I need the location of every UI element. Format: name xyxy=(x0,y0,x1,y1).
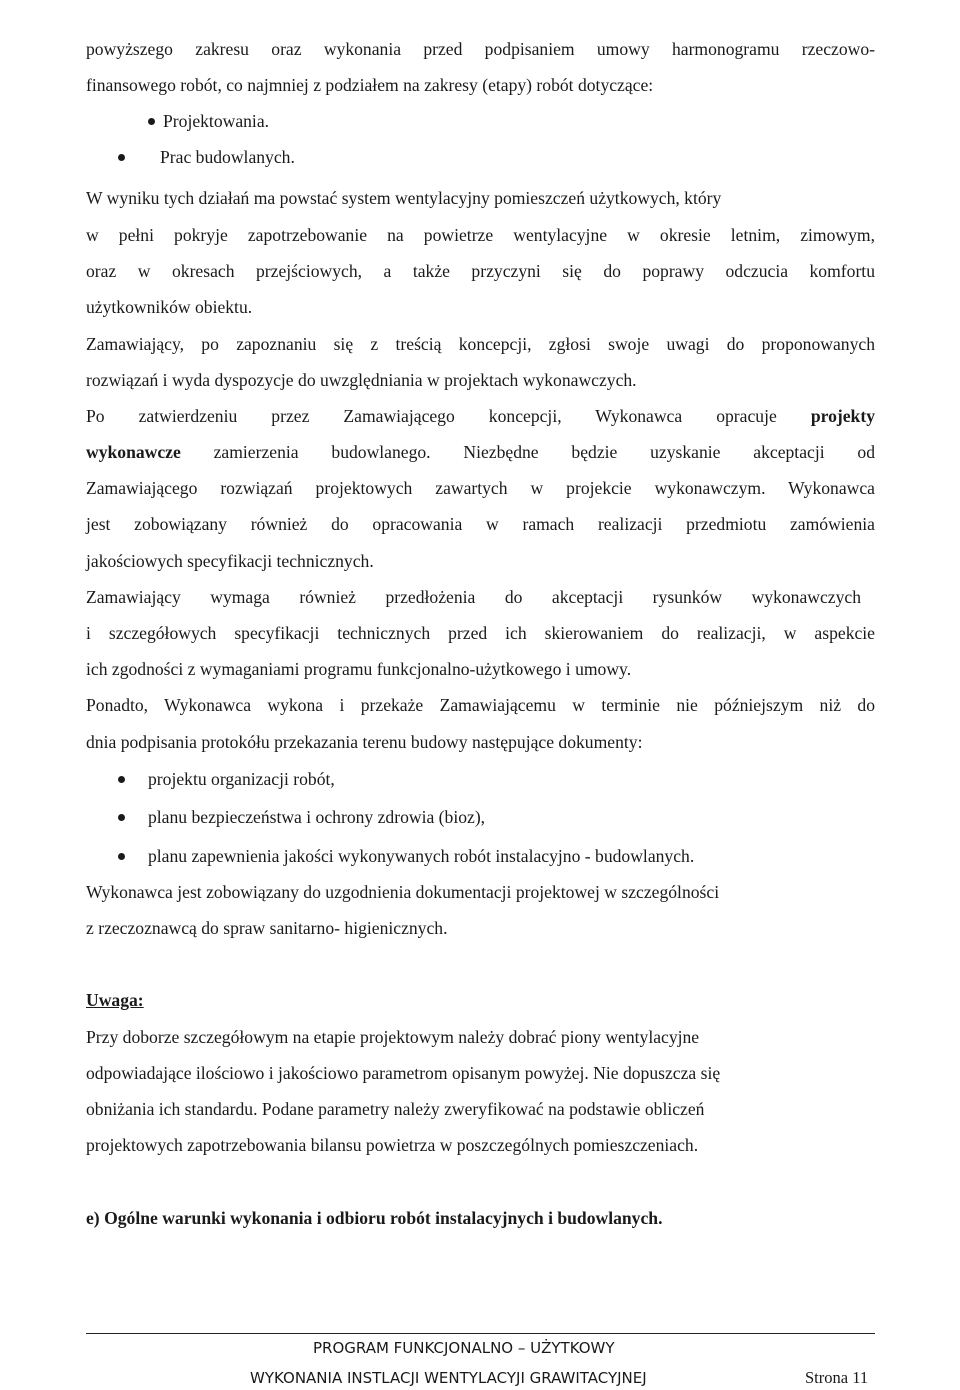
bullet-text: Prac budowlanych. xyxy=(160,147,295,167)
bullet-icon xyxy=(148,118,155,125)
text-line: ich zgodności z wymaganiami programu funkcjonalno-użytkowego i umowy. xyxy=(86,659,632,679)
text-line: Zamawiającego rozwiązań projektowych zawartych w projekcie wykonawczym. Wykonawca xyxy=(86,478,875,498)
text-line xyxy=(86,441,875,463)
bullet-icon xyxy=(118,853,125,860)
text-line: obniżania ich standardu. Podane parametry należy zweryfikować na podstawie obliczeń xyxy=(86,1099,705,1119)
bold-text: projekty xyxy=(810,406,875,426)
text-line: W wyniku tych działań ma powstać system wentylacyjny pomieszczeń użytkowych, który xyxy=(86,188,722,208)
text-line: rozwiązań i wyda dyspozycje do uwzględniania w projektach wykonawczych. xyxy=(86,370,637,390)
bullet-text: Projektowania. xyxy=(163,111,270,131)
text-line: Ponadto, Wykonawca wykona i przekaże Zamawiającemu w terminie nie późniejszym niż do xyxy=(86,695,875,715)
text-line: dnia podpisania protokółu przekazania terenu budowy następujące dokumenty: xyxy=(86,732,643,752)
text-line: użytkowników obiektu. xyxy=(86,297,253,317)
text-line: odpowiadające ilościowo i jakościowo parametrom opisanym powyżej. Nie dopuszcza się xyxy=(86,1063,721,1083)
text-line: oraz w okresach przejściowych, a także przyczyni się do poprawy odczucia komfortu xyxy=(86,261,875,281)
bullet-text: projektu organizacji robót, xyxy=(148,769,335,789)
text-span: Po zatwierdzeniu przez Zamawiającego koncepcji, Wykonawca opracuje xyxy=(86,406,811,426)
text-line: powyższego zakresu oraz wykonania przed podpisaniem umowy harmonogramu rzeczowo- xyxy=(86,39,875,59)
bullet-text: planu bezpieczeństwa i ochrony zdrowia (bioz), xyxy=(148,807,486,827)
bold-text: wykonawcze xyxy=(86,442,181,462)
footer-divider xyxy=(86,1333,875,1334)
text-line xyxy=(86,405,875,427)
footer-title: PROGRAM FUNKCJONALNO – UŻYTKOWY xyxy=(313,1339,615,1357)
text-line: i szczegółowych specyfikacji technicznych przed ich skierowaniem do realizacji, w aspekcie xyxy=(86,623,875,643)
text-line: Zamawiający wymaga również przedłożenia do akceptacji rysunków wykonawczych xyxy=(86,587,861,607)
text-line: finansowego robót, co najmniej z podziałem na zakresy (etapy) robót dotyczące: xyxy=(86,75,654,95)
bullet-text: planu zapewnienia jakości wykonywanych robót instalacyjno - budowlanych. xyxy=(148,846,695,866)
note-heading: Uwaga: xyxy=(86,990,144,1010)
bullet-icon xyxy=(118,776,125,783)
footer-subtitle: WYKONANIA INSTLACJI WENTYLACYJI GRAWITACYJNEJ xyxy=(250,1369,647,1387)
text-line: projektowych zapotrzebowania bilansu powietrza w poszczególnych pomieszczeniach. xyxy=(86,1135,699,1155)
section-heading: e) Ogólne warunki wykonania i odbioru robót instalacyjnych i budowlanych. xyxy=(86,1208,663,1228)
text-line: Przy doborze szczegółowym na etapie projektowym należy dobrać piony wentylacyjne xyxy=(86,1027,700,1047)
bullet-icon xyxy=(118,814,125,821)
text-span: zamierzenia budowlanego. Niezbędne będzie uzyskanie akceptacji od xyxy=(180,442,875,462)
text-line: Zamawiający, po zapoznaniu się z treścią koncepcji, zgłosi swoje uwagi do proponowanych xyxy=(86,334,875,354)
text-line: jakościowych specyfikacji technicznych. xyxy=(86,551,374,571)
text-line: Wykonawca jest zobowiązany do uzgodnienia dokumentacji projektowej w szczególności xyxy=(86,882,720,902)
text-line: z rzeczoznawcą do spraw sanitarno- higienicznych. xyxy=(86,918,448,938)
bullet-icon xyxy=(118,154,125,161)
page-number: Strona 11 xyxy=(805,1368,869,1387)
text-line: jest zobowiązany również do opracowania w ramach realizacji przedmiotu zamówienia xyxy=(86,514,875,534)
text-line: w pełni pokryje zapotrzebowanie na powietrze wentylacyjne w okresie letnim, zimowym, xyxy=(86,225,875,245)
